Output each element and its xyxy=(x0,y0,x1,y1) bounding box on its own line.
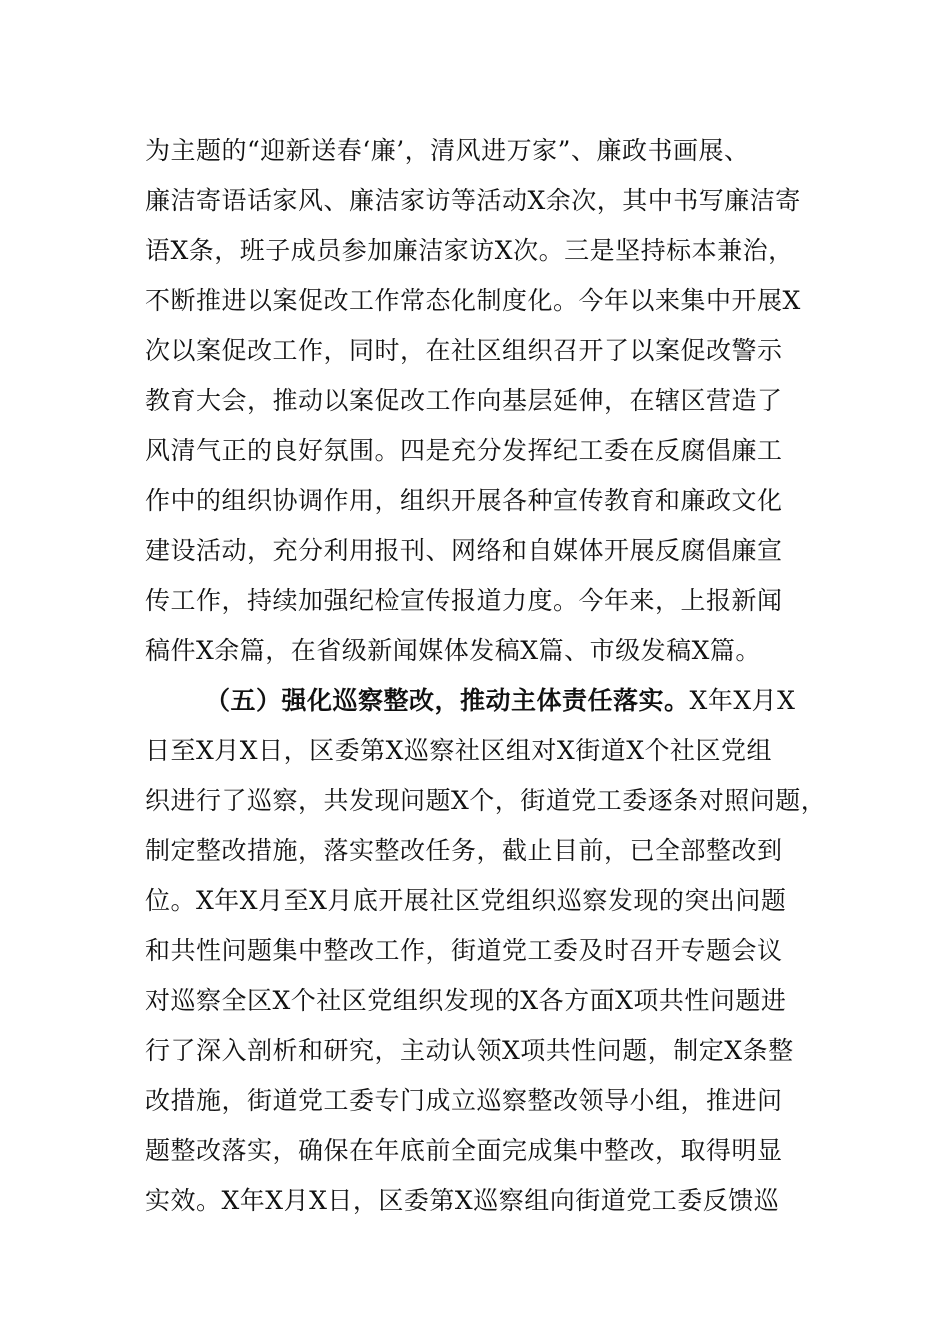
paragraph-line: 作中的组织协调作用，组织开展各种宣传教育和廉政文化 xyxy=(145,486,783,515)
section-heading-continuation: X年X月X xyxy=(689,686,796,715)
paragraph-line: 教育大会，推动以案促改工作向基层延伸，在辖区营造了 xyxy=(145,386,783,415)
paragraph-line: 为主题的“迎新送春‘廉’，清风进万家”、廉政书画展、 xyxy=(145,136,750,165)
paragraph-line: 次以案促改工作，同时，在社区组织召开了以案促改警示 xyxy=(145,336,783,365)
paragraph-line: 稿件X余篇，在省级新闻媒体发稿X篇、市级发稿X篇。 xyxy=(145,636,761,665)
paragraph-line: 位。X年X月至X月底开展社区党组织巡察发现的突出问题 xyxy=(145,886,787,915)
section-heading: （五）强化巡察整改，推动主体责任落实。 xyxy=(205,686,690,715)
paragraph-line: 传工作，持续加强纪检宣传报道力度。今年来，上报新闻 xyxy=(145,586,783,615)
paragraph-line: 日至X月X日，区委第X巡察社区组对X街道X个社区党组 xyxy=(145,736,772,765)
paragraph-line: 织进行了巡察，共发现问题X个，街道党工委逐条对照问题， xyxy=(145,786,827,815)
paragraph-line: 廉洁寄语话家风、廉洁家访等活动X余次，其中书写廉洁寄 xyxy=(145,186,801,215)
paragraph-line: 实效。X年X月X日，区委第X巡察组向街道党工委反馈巡 xyxy=(145,1186,780,1215)
paragraph-line: 改措施，街道党工委专门成立巡察整改领导小组，推进问 xyxy=(145,1086,783,1115)
paragraph-line: 不断推进以案促改工作常态化制度化。今年以来集中开展X xyxy=(145,286,801,315)
paragraph-line: 建设活动，充分利用报刊、网络和自媒体开展反腐倡廉宣 xyxy=(145,536,783,565)
paragraph-line: 制定整改措施，落实整改任务，截止目前，已全部整改到 xyxy=(145,836,783,865)
paragraph-line: 对巡察全区X个社区党组织发现的X各方面X项共性问题进 xyxy=(145,986,787,1015)
paragraph-line: 行了深入剖析和研究，主动认领X项共性问题，制定X条整 xyxy=(145,1036,794,1065)
section-heading-line xyxy=(205,686,795,716)
paragraph-line: 风清气正的良好氛围。四是充分发挥纪工委在反腐倡廉工 xyxy=(145,436,783,465)
paragraph-line: 语X条，班子成员参加廉洁家访X次。三是坚持标本兼治， xyxy=(145,236,794,265)
paragraph-line: 和共性问题集中整改工作，街道党工委及时召开专题会议 xyxy=(145,936,783,965)
paragraph-line: 题整改落实，确保在年底前全面完成集中整改，取得明显 xyxy=(145,1136,783,1165)
